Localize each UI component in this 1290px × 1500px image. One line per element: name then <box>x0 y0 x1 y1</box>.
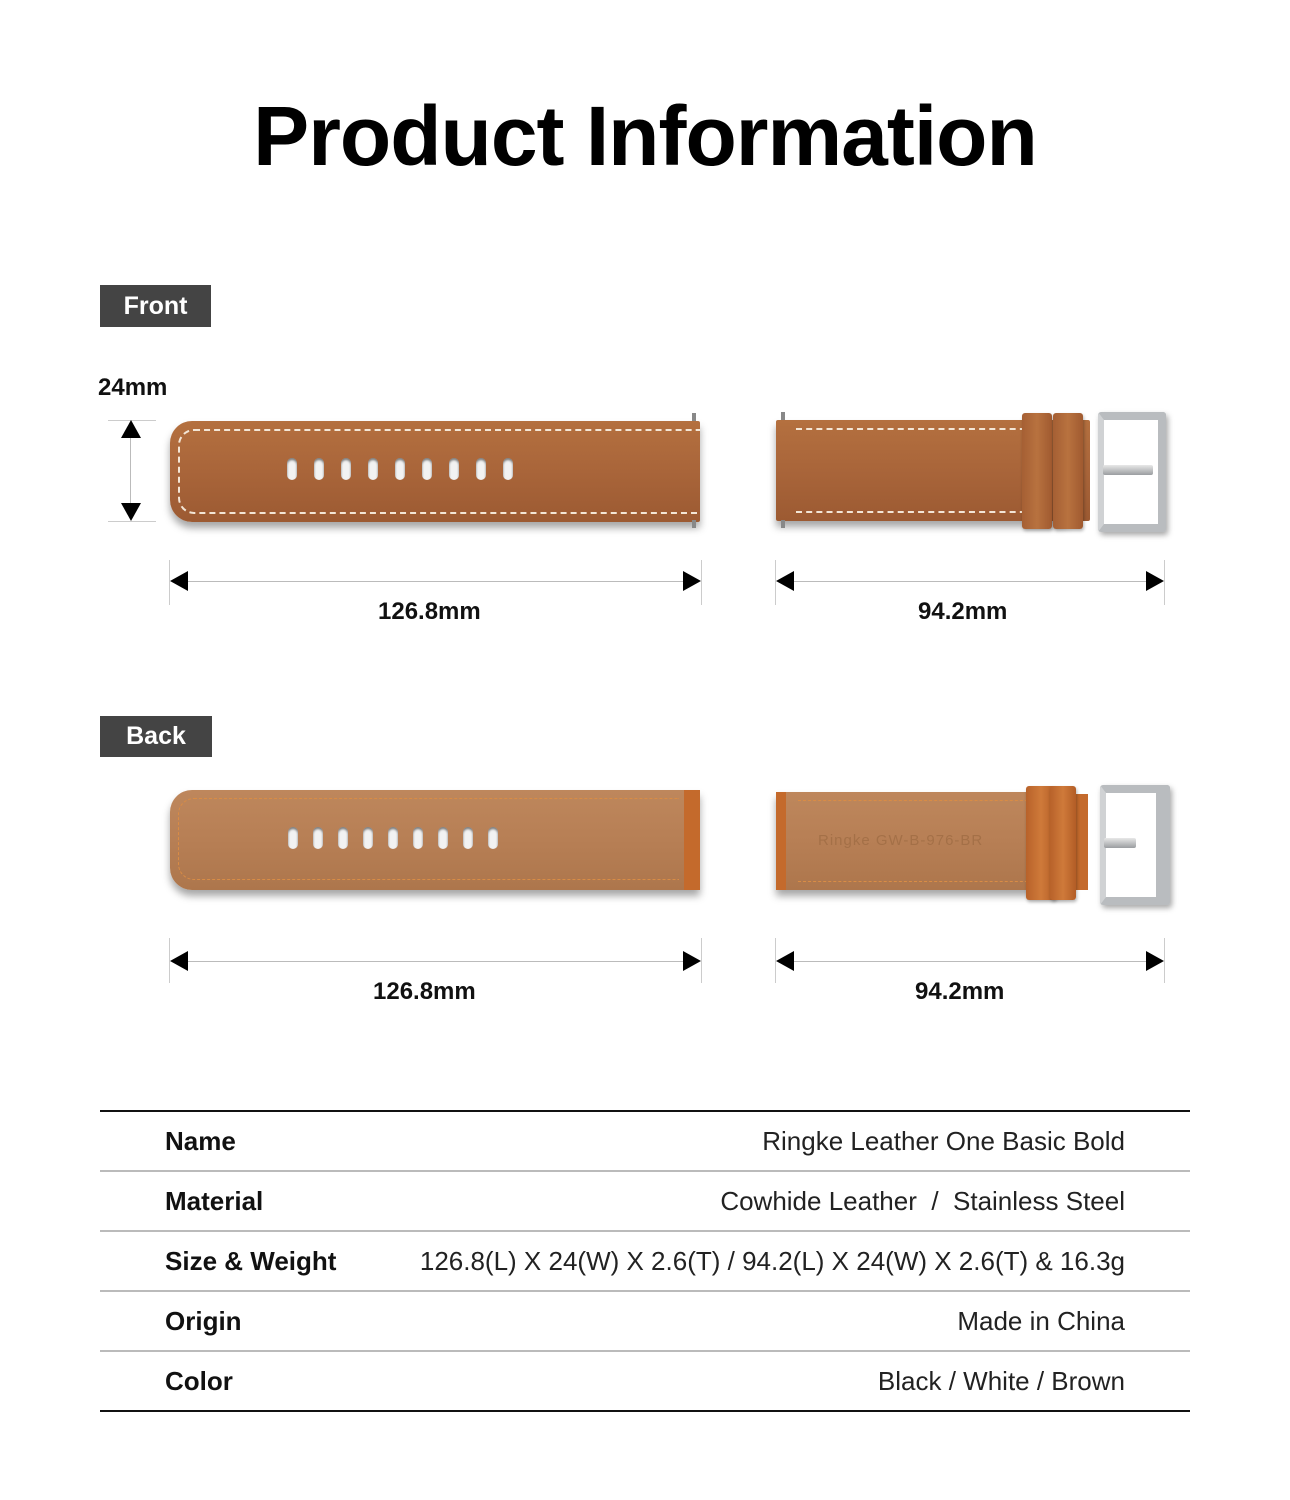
spec-table <box>100 1110 1190 1412</box>
strap-hole <box>313 827 323 849</box>
arrow-up-icon <box>121 420 141 438</box>
table-row-material <box>100 1171 1190 1231</box>
guide-right <box>701 938 702 983</box>
arrow-right-icon <box>683 571 701 591</box>
width-dimension-label: 24mm <box>98 374 168 401</box>
spec-value: 126.8(L) X 24(W) X 2.6(T) / 94.2(L) X 24(W) X 2.6(T) & 16.3g <box>386 1231 1190 1291</box>
length-line <box>180 581 690 582</box>
buckle-prong <box>1104 838 1136 848</box>
arrow-right-icon <box>683 951 701 971</box>
strap-hole <box>288 827 298 849</box>
strap-hole <box>368 458 378 480</box>
strap-hole <box>338 827 348 849</box>
length-line <box>785 581 1155 582</box>
spec-value: Cowhide Leather / Stainless Steel <box>386 1171 1190 1231</box>
embossed-brand-text: Ringke GW-B-976-BR <box>818 832 984 849</box>
length-line <box>180 961 690 962</box>
length-line <box>785 961 1155 962</box>
spec-value: Made in China <box>386 1291 1190 1351</box>
strap-hole <box>488 827 498 849</box>
spec-value: Black / White / Brown <box>386 1351 1190 1411</box>
back-long-strap-image <box>170 790 700 890</box>
width-line <box>130 430 131 512</box>
buckle-prong <box>1103 465 1153 475</box>
strap-hole <box>287 458 297 480</box>
front-long-strap-image <box>170 421 700 522</box>
spring-bar-pin <box>781 412 785 420</box>
guide-right <box>1164 560 1165 605</box>
back-tag: Back <box>100 716 212 757</box>
strap-hole <box>395 458 405 480</box>
width-guide-bottom <box>108 521 156 522</box>
spring-bar-pin <box>692 520 696 528</box>
strap-hole <box>476 458 486 480</box>
strap-hole <box>438 827 448 849</box>
strap-hole <box>314 458 324 480</box>
arrow-down-icon <box>121 503 141 521</box>
strap-edge <box>776 792 786 890</box>
strap-hole <box>341 458 351 480</box>
table-row-origin <box>100 1291 1190 1351</box>
spring-bar-pin <box>781 520 785 528</box>
back-long-length-label: 126.8mm <box>373 978 476 1005</box>
strap-hole <box>449 458 459 480</box>
strap-edge <box>684 790 700 890</box>
stitching <box>178 798 679 880</box>
spring-bar-pin <box>692 413 696 421</box>
spec-key: Color <box>100 1351 386 1411</box>
page-title: Product Information <box>253 89 1037 183</box>
stitching <box>178 429 700 514</box>
keeper-loop <box>1050 786 1076 900</box>
table-row-size-weight <box>100 1231 1190 1291</box>
arrow-left-icon <box>170 951 188 971</box>
strap-hole <box>422 458 432 480</box>
front-short-length-label: 94.2mm <box>918 598 1008 625</box>
strap-hole <box>363 827 373 849</box>
spec-value: Ringke Leather One Basic Bold <box>386 1111 1190 1171</box>
arrow-right-icon <box>1146 571 1164 591</box>
strap-hole <box>463 827 473 849</box>
strap-hole <box>503 458 513 480</box>
back-short-strap-image <box>776 792 1066 890</box>
arrow-left-icon <box>776 571 794 591</box>
spec-key: Size & Weight <box>100 1231 386 1291</box>
spec-key: Material <box>100 1171 386 1231</box>
arrow-left-icon <box>776 951 794 971</box>
table-row-color <box>100 1351 1190 1411</box>
keeper-loop <box>1022 413 1052 529</box>
keeper-loop <box>1053 413 1083 529</box>
spec-key: Origin <box>100 1291 386 1351</box>
spec-key: Name <box>100 1111 386 1171</box>
front-tag: Front <box>100 285 211 327</box>
strap-hole <box>413 827 423 849</box>
back-short-length-label: 94.2mm <box>915 978 1005 1005</box>
stitching <box>796 428 1036 513</box>
guide-right <box>701 560 702 605</box>
strap-hole <box>388 827 398 849</box>
guide-right <box>1164 938 1165 983</box>
arrow-right-icon <box>1146 951 1164 971</box>
arrow-left-icon <box>170 571 188 591</box>
table-row-name <box>100 1111 1190 1171</box>
front-long-length-label: 126.8mm <box>378 598 481 625</box>
